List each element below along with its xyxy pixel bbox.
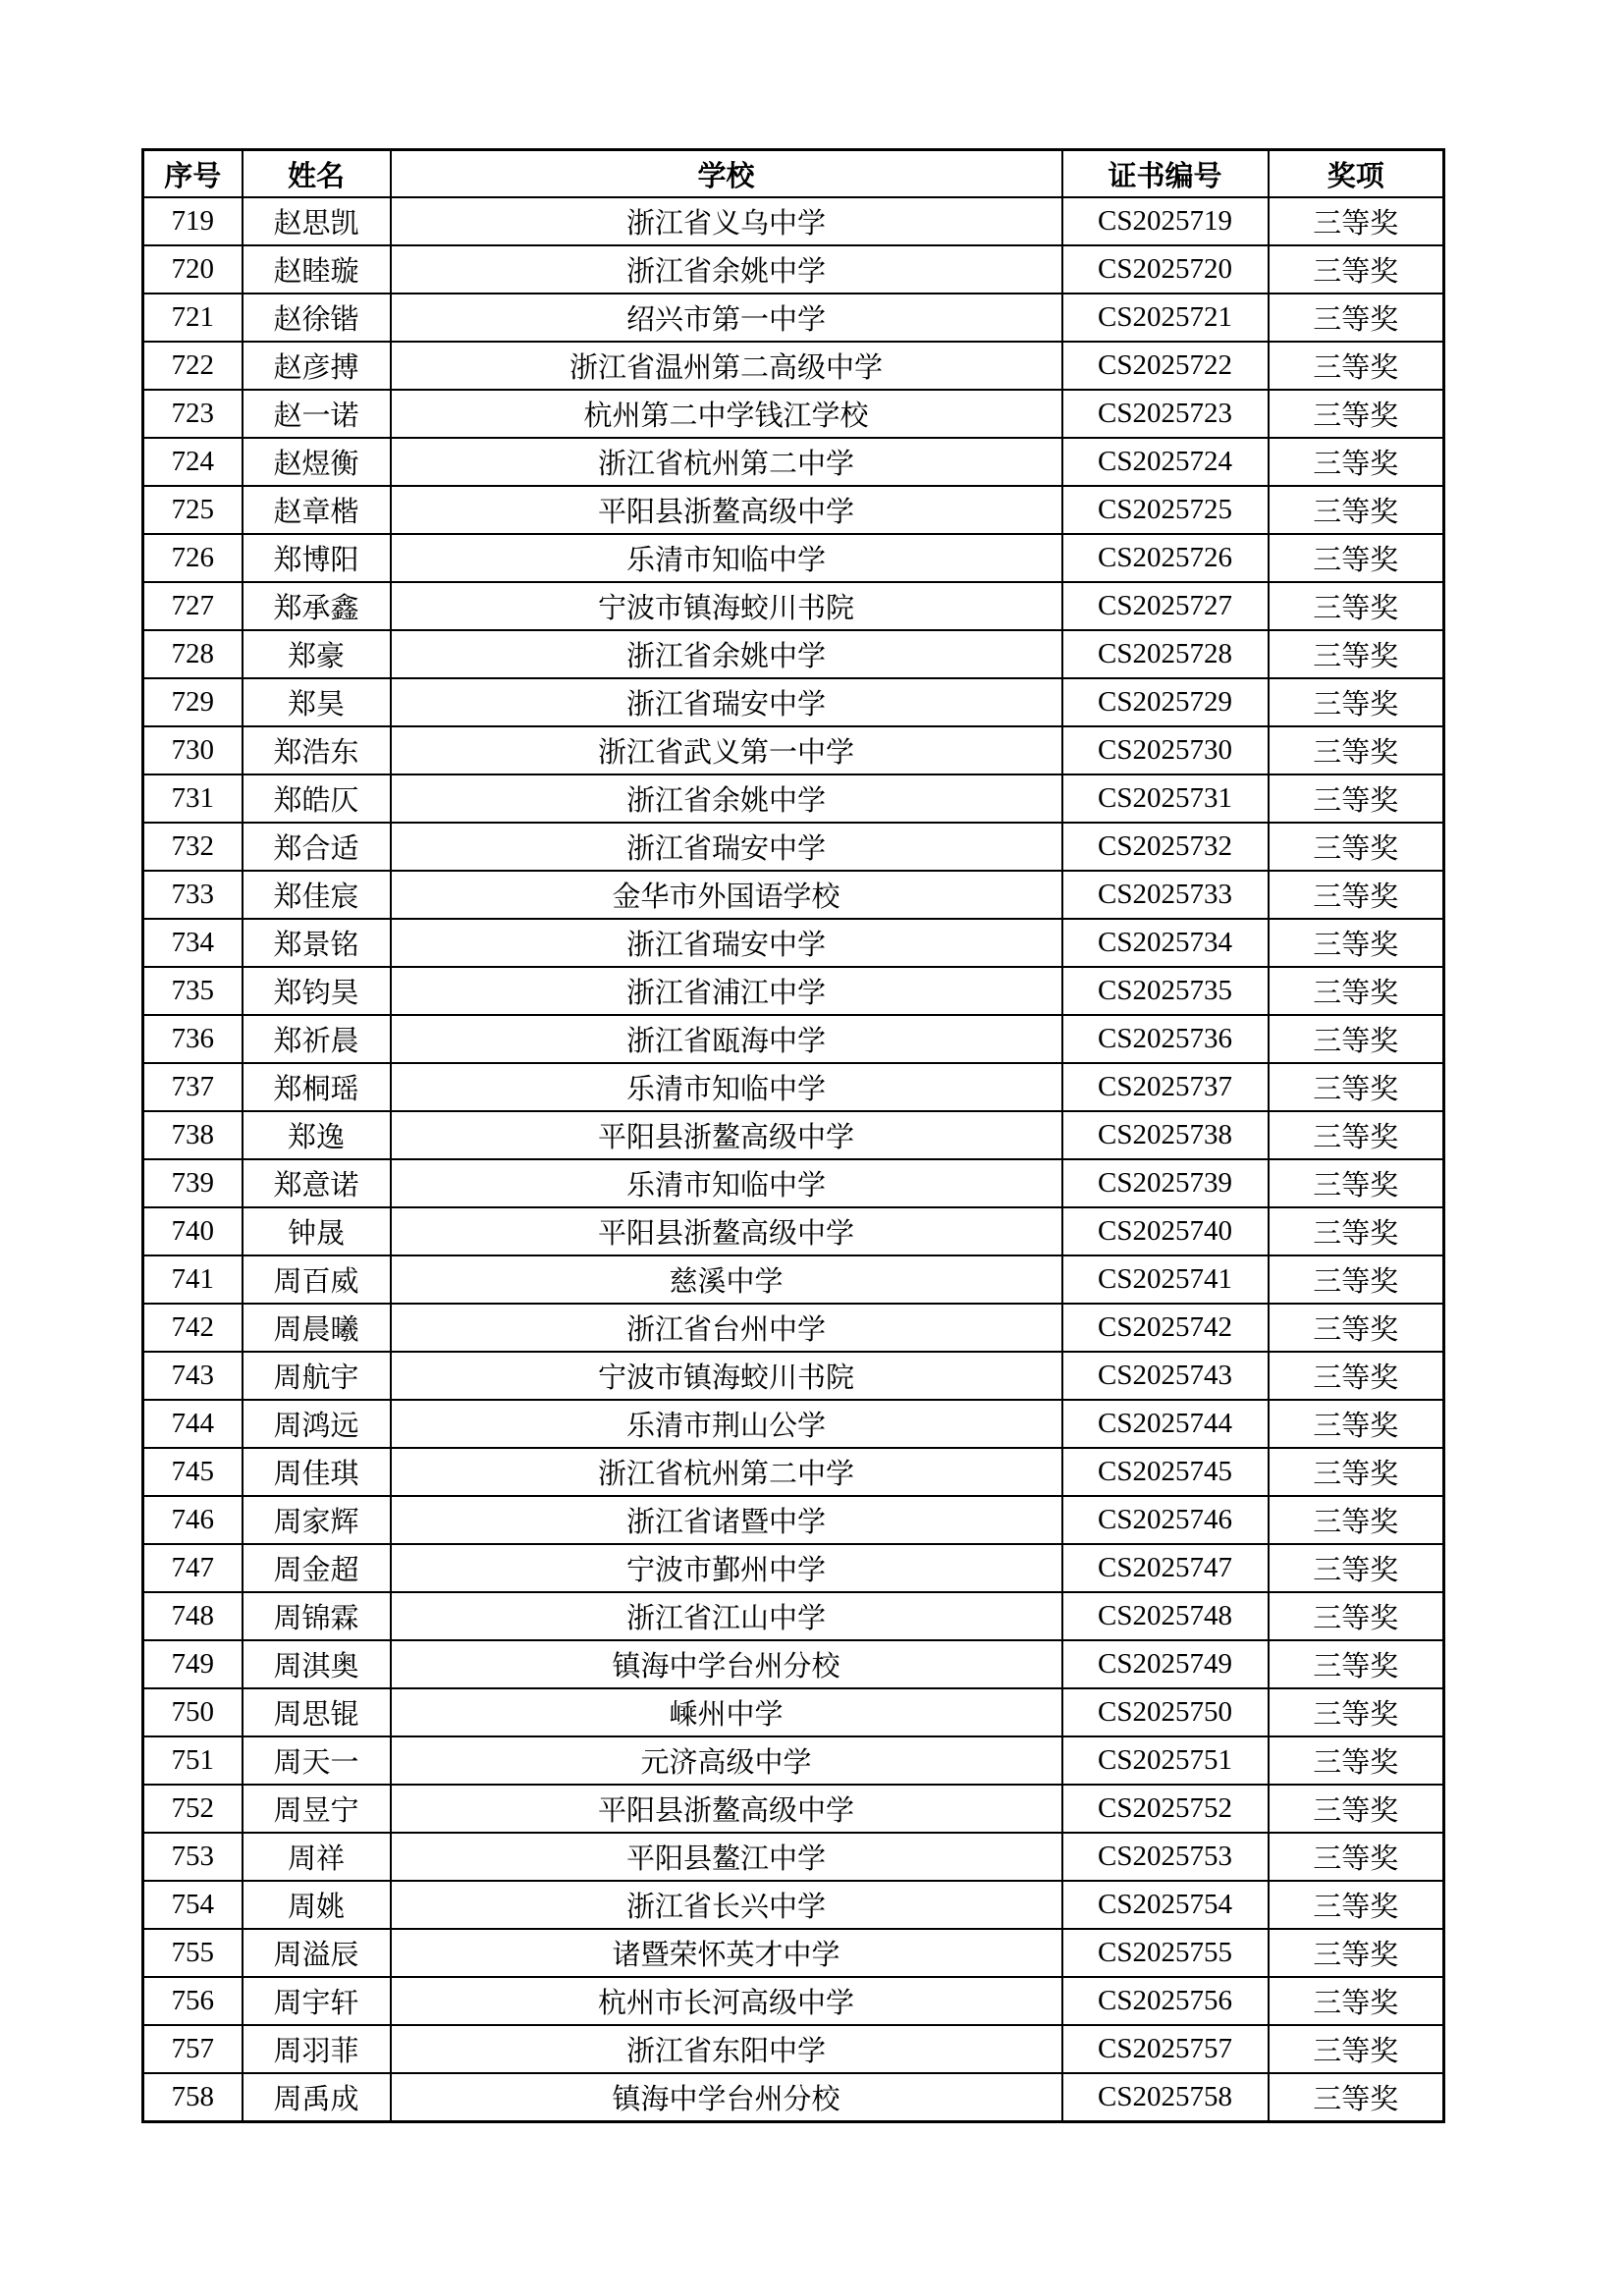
cell-school: 浙江省余姚中学 [391, 774, 1062, 823]
table-row [143, 2025, 1444, 2073]
cell-school: 乐清市知临中学 [391, 534, 1062, 582]
cell-award: 三等奖 [1269, 1015, 1444, 1063]
table-row [143, 582, 1444, 630]
cell-award: 三等奖 [1269, 1977, 1444, 2025]
table-header [143, 150, 1444, 198]
cell-serial-number: 729 [143, 678, 243, 726]
cell-certificate-number: CS2025731 [1062, 774, 1269, 823]
header-serial-number: 序号 [143, 150, 243, 198]
cell-name: 周天一 [243, 1736, 391, 1785]
table-row [143, 1881, 1444, 1929]
cell-name: 赵睦璇 [243, 245, 391, 294]
table-row [143, 1304, 1444, 1352]
cell-certificate-number: CS2025754 [1062, 1881, 1269, 1929]
cell-school: 浙江省余姚中学 [391, 245, 1062, 294]
cell-name: 郑景铭 [243, 919, 391, 967]
cell-name: 郑逸 [243, 1111, 391, 1159]
cell-award: 三等奖 [1269, 1929, 1444, 1977]
cell-name: 周祥 [243, 1833, 391, 1881]
cell-name: 郑皓仄 [243, 774, 391, 823]
cell-award: 三等奖 [1269, 1496, 1444, 1544]
cell-certificate-number: CS2025752 [1062, 1785, 1269, 1833]
cell-serial-number: 746 [143, 1496, 243, 1544]
cell-school: 浙江省瑞安中学 [391, 823, 1062, 871]
cell-serial-number: 753 [143, 1833, 243, 1881]
cell-school: 诸暨荣怀英才中学 [391, 1929, 1062, 1977]
cell-name: 周鸿远 [243, 1400, 391, 1448]
table-row [143, 871, 1444, 919]
cell-school: 宁波市镇海蛟川书院 [391, 1352, 1062, 1400]
cell-serial-number: 722 [143, 342, 243, 390]
cell-name: 郑祈晨 [243, 1015, 391, 1063]
cell-name: 周姚 [243, 1881, 391, 1929]
cell-name: 周淇奥 [243, 1640, 391, 1688]
cell-serial-number: 733 [143, 871, 243, 919]
cell-school: 嵊州中学 [391, 1688, 1062, 1736]
cell-certificate-number: CS2025736 [1062, 1015, 1269, 1063]
cell-certificate-number: CS2025753 [1062, 1833, 1269, 1881]
table-row [143, 823, 1444, 871]
cell-award: 三等奖 [1269, 1881, 1444, 1929]
table-row [143, 1929, 1444, 1977]
cell-award: 三等奖 [1269, 197, 1444, 245]
cell-serial-number: 721 [143, 294, 243, 342]
table-row [143, 1352, 1444, 1400]
cell-certificate-number: CS2025726 [1062, 534, 1269, 582]
cell-certificate-number: CS2025720 [1062, 245, 1269, 294]
cell-serial-number: 751 [143, 1736, 243, 1785]
cell-school: 杭州第二中学钱江学校 [391, 390, 1062, 438]
cell-school: 镇海中学台州分校 [391, 2073, 1062, 2122]
cell-award: 三等奖 [1269, 1592, 1444, 1640]
table-row [143, 1255, 1444, 1304]
cell-certificate-number: CS2025740 [1062, 1207, 1269, 1255]
cell-serial-number: 726 [143, 534, 243, 582]
cell-school: 宁波市鄞州中学 [391, 1544, 1062, 1592]
cell-award: 三等奖 [1269, 967, 1444, 1015]
table-row [143, 1592, 1444, 1640]
table-row [143, 1400, 1444, 1448]
cell-school: 金华市外国语学校 [391, 871, 1062, 919]
cell-certificate-number: CS2025723 [1062, 390, 1269, 438]
table-row [143, 197, 1444, 245]
table-row [143, 1111, 1444, 1159]
cell-name: 周家辉 [243, 1496, 391, 1544]
cell-award: 三等奖 [1269, 2025, 1444, 2073]
cell-serial-number: 752 [143, 1785, 243, 1833]
cell-serial-number: 727 [143, 582, 243, 630]
cell-award: 三等奖 [1269, 1833, 1444, 1881]
cell-serial-number: 725 [143, 486, 243, 534]
cell-name: 郑承鑫 [243, 582, 391, 630]
table-row [143, 534, 1444, 582]
cell-name: 周航宇 [243, 1352, 391, 1400]
table-row [143, 1015, 1444, 1063]
cell-award: 三等奖 [1269, 1063, 1444, 1111]
cell-certificate-number: CS2025750 [1062, 1688, 1269, 1736]
cell-name: 郑钧昊 [243, 967, 391, 1015]
cell-name: 赵一诺 [243, 390, 391, 438]
cell-name: 钟晟 [243, 1207, 391, 1255]
cell-serial-number: 737 [143, 1063, 243, 1111]
cell-certificate-number: CS2025742 [1062, 1304, 1269, 1352]
cell-serial-number: 735 [143, 967, 243, 1015]
cell-award: 三等奖 [1269, 1688, 1444, 1736]
table-row [143, 1544, 1444, 1592]
table-row [143, 1688, 1444, 1736]
table-row [143, 1977, 1444, 2025]
cell-award: 三等奖 [1269, 774, 1444, 823]
cell-serial-number: 749 [143, 1640, 243, 1688]
cell-serial-number: 742 [143, 1304, 243, 1352]
cell-serial-number: 741 [143, 1255, 243, 1304]
cell-serial-number: 732 [143, 823, 243, 871]
cell-award: 三等奖 [1269, 1304, 1444, 1352]
cell-certificate-number: CS2025724 [1062, 438, 1269, 486]
cell-name: 周溢辰 [243, 1929, 391, 1977]
cell-school: 浙江省温州第二高级中学 [391, 342, 1062, 390]
cell-certificate-number: CS2025746 [1062, 1496, 1269, 1544]
cell-certificate-number: CS2025732 [1062, 823, 1269, 871]
cell-certificate-number: CS2025730 [1062, 726, 1269, 774]
header-certificate-number: 证书编号 [1062, 150, 1269, 198]
cell-name: 郑桐瑶 [243, 1063, 391, 1111]
cell-certificate-number: CS2025749 [1062, 1640, 1269, 1688]
cell-award: 三等奖 [1269, 630, 1444, 678]
cell-name: 周禹成 [243, 2073, 391, 2122]
cell-name: 周羽菲 [243, 2025, 391, 2073]
cell-school: 浙江省义乌中学 [391, 197, 1062, 245]
cell-award: 三等奖 [1269, 726, 1444, 774]
cell-serial-number: 719 [143, 197, 243, 245]
cell-serial-number: 720 [143, 245, 243, 294]
cell-serial-number: 738 [143, 1111, 243, 1159]
cell-award: 三等奖 [1269, 871, 1444, 919]
cell-school: 平阳县浙鳌高级中学 [391, 1785, 1062, 1833]
cell-school: 平阳县浙鳌高级中学 [391, 1207, 1062, 1255]
cell-school: 浙江省江山中学 [391, 1592, 1062, 1640]
cell-award: 三等奖 [1269, 678, 1444, 726]
table-row [143, 2073, 1444, 2122]
table-row [143, 1640, 1444, 1688]
cell-serial-number: 748 [143, 1592, 243, 1640]
cell-name: 周百威 [243, 1255, 391, 1304]
cell-school: 浙江省武义第一中学 [391, 726, 1062, 774]
cell-school: 绍兴市第一中学 [391, 294, 1062, 342]
header-school: 学校 [391, 150, 1062, 198]
cell-name: 赵章楷 [243, 486, 391, 534]
cell-school: 乐清市知临中学 [391, 1159, 1062, 1207]
cell-school: 浙江省杭州第二中学 [391, 438, 1062, 486]
cell-serial-number: 734 [143, 919, 243, 967]
table-row [143, 774, 1444, 823]
cell-certificate-number: CS2025721 [1062, 294, 1269, 342]
cell-award: 三等奖 [1269, 823, 1444, 871]
cell-name: 郑佳宸 [243, 871, 391, 919]
cell-serial-number: 723 [143, 390, 243, 438]
cell-school: 浙江省东阳中学 [391, 2025, 1062, 2073]
table-row [143, 1736, 1444, 1785]
cell-name: 周晨曦 [243, 1304, 391, 1352]
table-row [143, 726, 1444, 774]
cell-award: 三等奖 [1269, 1640, 1444, 1688]
cell-name: 郑昊 [243, 678, 391, 726]
table-row [143, 967, 1444, 1015]
table-body [143, 197, 1444, 2122]
cell-school: 浙江省台州中学 [391, 1304, 1062, 1352]
cell-name: 周昱宁 [243, 1785, 391, 1833]
cell-name: 郑浩东 [243, 726, 391, 774]
cell-award: 三等奖 [1269, 1207, 1444, 1255]
cell-name: 赵思凯 [243, 197, 391, 245]
cell-award: 三等奖 [1269, 919, 1444, 967]
cell-award: 三等奖 [1269, 390, 1444, 438]
cell-school: 浙江省瑞安中学 [391, 919, 1062, 967]
cell-school: 浙江省浦江中学 [391, 967, 1062, 1015]
cell-serial-number: 750 [143, 1688, 243, 1736]
table-row [143, 1159, 1444, 1207]
cell-serial-number: 724 [143, 438, 243, 486]
cell-serial-number: 757 [143, 2025, 243, 2073]
cell-serial-number: 756 [143, 1977, 243, 2025]
cell-serial-number: 754 [143, 1881, 243, 1929]
cell-award: 三等奖 [1269, 534, 1444, 582]
cell-name: 郑豪 [243, 630, 391, 678]
cell-name: 赵煜衡 [243, 438, 391, 486]
cell-serial-number: 731 [143, 774, 243, 823]
cell-serial-number: 755 [143, 1929, 243, 1977]
cell-certificate-number: CS2025741 [1062, 1255, 1269, 1304]
table-row [143, 245, 1444, 294]
table-row [143, 1207, 1444, 1255]
cell-award: 三等奖 [1269, 438, 1444, 486]
cell-award: 三等奖 [1269, 1255, 1444, 1304]
table-row [143, 390, 1444, 438]
cell-award: 三等奖 [1269, 1785, 1444, 1833]
cell-name: 郑合适 [243, 823, 391, 871]
cell-name: 郑博阳 [243, 534, 391, 582]
cell-certificate-number: CS2025745 [1062, 1448, 1269, 1496]
cell-award: 三等奖 [1269, 342, 1444, 390]
cell-certificate-number: CS2025735 [1062, 967, 1269, 1015]
cell-school: 平阳县浙鳌高级中学 [391, 486, 1062, 534]
table-row [143, 678, 1444, 726]
table-row [143, 1785, 1444, 1833]
cell-serial-number: 745 [143, 1448, 243, 1496]
cell-certificate-number: CS2025727 [1062, 582, 1269, 630]
cell-certificate-number: CS2025725 [1062, 486, 1269, 534]
cell-certificate-number: CS2025733 [1062, 871, 1269, 919]
cell-school: 浙江省长兴中学 [391, 1881, 1062, 1929]
cell-school: 浙江省余姚中学 [391, 630, 1062, 678]
cell-school: 乐清市知临中学 [391, 1063, 1062, 1111]
cell-school: 慈溪中学 [391, 1255, 1062, 1304]
cell-certificate-number: CS2025747 [1062, 1544, 1269, 1592]
cell-certificate-number: CS2025748 [1062, 1592, 1269, 1640]
cell-award: 三等奖 [1269, 582, 1444, 630]
cell-school: 杭州市长河高级中学 [391, 1977, 1062, 2025]
cell-name: 郑意诺 [243, 1159, 391, 1207]
cell-name: 周金超 [243, 1544, 391, 1592]
cell-award: 三等奖 [1269, 1159, 1444, 1207]
cell-school: 浙江省诸暨中学 [391, 1496, 1062, 1544]
cell-name: 周宇轩 [243, 1977, 391, 2025]
cell-serial-number: 739 [143, 1159, 243, 1207]
cell-school: 乐清市荆山公学 [391, 1400, 1062, 1448]
cell-certificate-number: CS2025739 [1062, 1159, 1269, 1207]
cell-certificate-number: CS2025757 [1062, 2025, 1269, 2073]
cell-certificate-number: CS2025756 [1062, 1977, 1269, 2025]
cell-award: 三等奖 [1269, 1352, 1444, 1400]
cell-certificate-number: CS2025719 [1062, 197, 1269, 245]
cell-certificate-number: CS2025743 [1062, 1352, 1269, 1400]
cell-certificate-number: CS2025755 [1062, 1929, 1269, 1977]
award-table [141, 148, 1445, 2123]
cell-name: 周思锟 [243, 1688, 391, 1736]
table-row [143, 294, 1444, 342]
cell-serial-number: 744 [143, 1400, 243, 1448]
cell-name: 周锦霖 [243, 1592, 391, 1640]
cell-award: 三等奖 [1269, 1111, 1444, 1159]
cell-school: 浙江省瓯海中学 [391, 1015, 1062, 1063]
cell-award: 三等奖 [1269, 1544, 1444, 1592]
cell-serial-number: 736 [143, 1015, 243, 1063]
cell-serial-number: 728 [143, 630, 243, 678]
table-row [143, 438, 1444, 486]
cell-award: 三等奖 [1269, 486, 1444, 534]
cell-school: 镇海中学台州分校 [391, 1640, 1062, 1688]
cell-certificate-number: CS2025738 [1062, 1111, 1269, 1159]
cell-serial-number: 758 [143, 2073, 243, 2122]
table-row [143, 1496, 1444, 1544]
cell-certificate-number: CS2025758 [1062, 2073, 1269, 2122]
table-row [143, 342, 1444, 390]
table-row [143, 1448, 1444, 1496]
cell-certificate-number: CS2025744 [1062, 1400, 1269, 1448]
cell-school: 平阳县鳌江中学 [391, 1833, 1062, 1881]
table-row [143, 919, 1444, 967]
cell-award: 三等奖 [1269, 1448, 1444, 1496]
header-name: 姓名 [243, 150, 391, 198]
cell-serial-number: 740 [143, 1207, 243, 1255]
table-row [143, 1063, 1444, 1111]
cell-award: 三等奖 [1269, 1736, 1444, 1785]
cell-serial-number: 730 [143, 726, 243, 774]
cell-name: 周佳琪 [243, 1448, 391, 1496]
cell-school: 浙江省瑞安中学 [391, 678, 1062, 726]
cell-certificate-number: CS2025728 [1062, 630, 1269, 678]
cell-award: 三等奖 [1269, 294, 1444, 342]
cell-school: 宁波市镇海蛟川书院 [391, 582, 1062, 630]
cell-certificate-number: CS2025729 [1062, 678, 1269, 726]
cell-award: 三等奖 [1269, 245, 1444, 294]
table-row [143, 1833, 1444, 1881]
cell-certificate-number: CS2025734 [1062, 919, 1269, 967]
cell-award: 三等奖 [1269, 2073, 1444, 2122]
cell-school: 平阳县浙鳌高级中学 [391, 1111, 1062, 1159]
cell-school: 元济高级中学 [391, 1736, 1062, 1785]
cell-school: 浙江省杭州第二中学 [391, 1448, 1062, 1496]
cell-serial-number: 747 [143, 1544, 243, 1592]
cell-name: 赵徐锴 [243, 294, 391, 342]
table-row [143, 630, 1444, 678]
header-award: 奖项 [1269, 150, 1444, 198]
cell-award: 三等奖 [1269, 1400, 1444, 1448]
cell-certificate-number: CS2025722 [1062, 342, 1269, 390]
header-row [143, 150, 1444, 198]
cell-serial-number: 743 [143, 1352, 243, 1400]
cell-certificate-number: CS2025751 [1062, 1736, 1269, 1785]
cell-certificate-number: CS2025737 [1062, 1063, 1269, 1111]
cell-name: 赵彦搏 [243, 342, 391, 390]
table-row [143, 486, 1444, 534]
